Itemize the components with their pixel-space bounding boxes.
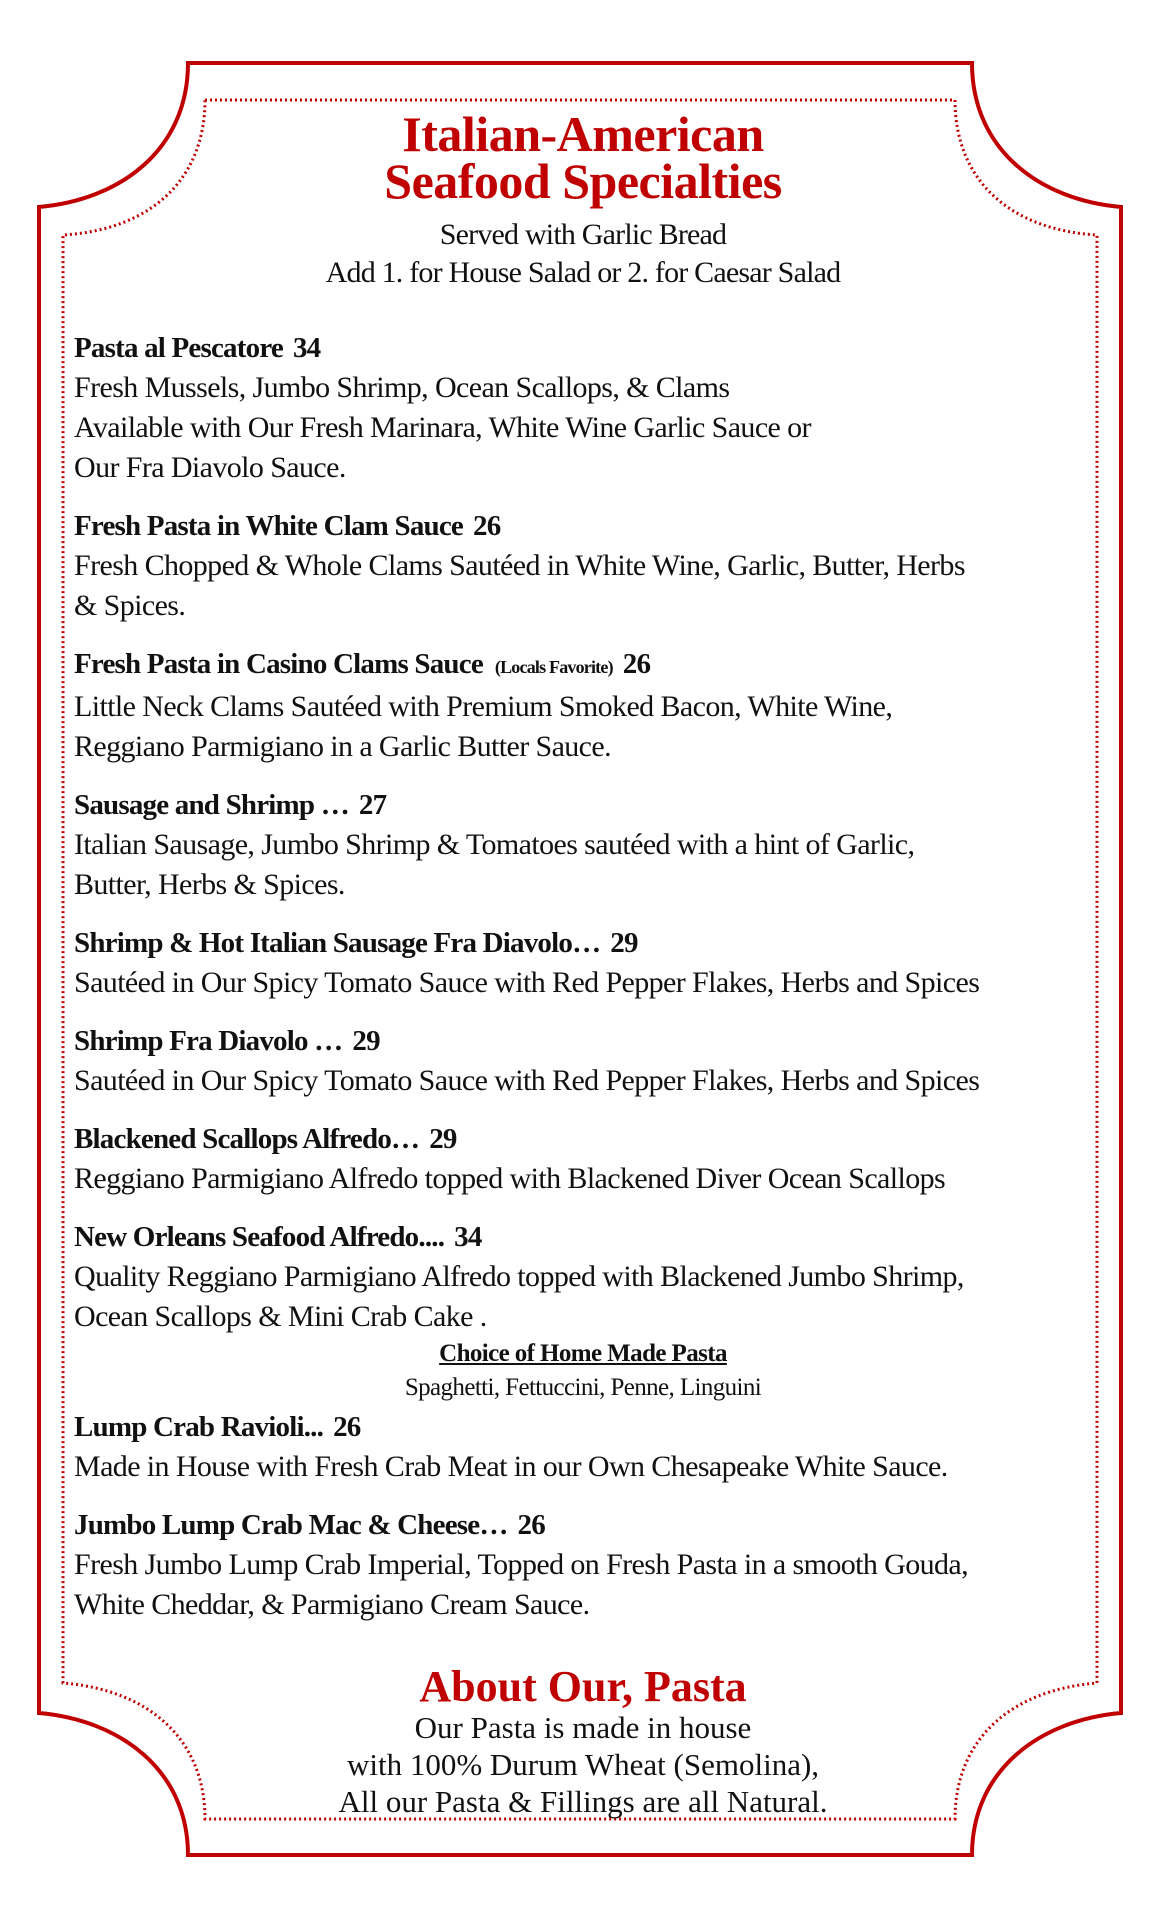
item-note: (Locals Favorite) [494, 657, 613, 677]
item-name: Pasta al Pescatore [74, 332, 283, 364]
item-name: Lump Crab Ravioli... [74, 1411, 324, 1443]
menu-item [74, 1021, 1094, 1101]
item-price: 34 [454, 1221, 482, 1253]
item-price: 29 [610, 927, 638, 959]
item-description: Sautéed in Our Spicy Tomato Sauce with Red Pepper Flakes, Herbs and Spices [74, 1064, 980, 1097]
about-line: with 100% Durum Wheat (Semolina), [346, 1747, 820, 1782]
menu-item [74, 923, 1094, 1003]
item-name: Jumbo Lump Crab Mac & Cheese… [74, 1509, 508, 1541]
item-description: Available with Our Fresh Marinara, White Wine Garlic Sauce or [74, 411, 811, 444]
menu-item [74, 1217, 1094, 1337]
title-line: Italian-American [402, 106, 764, 162]
menu-item [74, 1119, 1094, 1199]
subtitle-line: Add 1. for House Salad or 2. for Caesar Salad [325, 256, 841, 289]
item-description: Our Fra Diavolo Sauce. [74, 451, 346, 484]
menu-title [0, 106, 1166, 209]
item-heading [74, 644, 1094, 687]
menu-item [74, 506, 1094, 626]
title-line: Seafood Specialties [384, 153, 782, 209]
item-description: Fresh Chopped & Whole Clams Sautéed in White Wine, Garlic, Butter, Herbs [74, 549, 965, 582]
menu-items [74, 328, 1094, 1643]
item-price: 29 [429, 1123, 457, 1155]
item-price: 34 [292, 332, 321, 364]
item-name: New Orleans Seafood Alfredo.... [74, 1221, 445, 1253]
item-description: Reggiano Parmigiano Alfredo topped with Blackened Diver Ocean Scallops [74, 1162, 946, 1195]
item-price: 29 [352, 1025, 380, 1057]
menu-item [74, 785, 1094, 905]
item-heading [74, 1505, 1094, 1545]
menu-item [74, 644, 1094, 767]
about-title: About Our, Pasta [419, 1662, 747, 1711]
item-description: Sautéed in Our Spicy Tomato Sauce with Red Pepper Flakes, Herbs and Spices [74, 966, 980, 999]
item-description: Quality Reggiano Parmigiano Alfredo topped with Blackened Jumbo Shrimp, [74, 1260, 964, 1293]
pasta-choice-heading: Choice of Home Made Pasta [439, 1340, 727, 1367]
item-heading [74, 1119, 1094, 1159]
item-price: 27 [358, 789, 387, 821]
pasta-choice-options: Spaghetti, Fettuccini, Penne, Linguini [404, 1374, 762, 1401]
item-heading [74, 785, 1094, 825]
menu-item [74, 1407, 1094, 1487]
item-description: White Cheddar, & Parmigiano Cream Sauce. [74, 1588, 590, 1621]
item-description: Fresh Jumbo Lump Crab Imperial, Topped on Fresh Pasta in a smooth Gouda, [74, 1548, 969, 1581]
item-heading [74, 328, 1094, 368]
item-name: Fresh Pasta in White Clam Sauce [74, 510, 463, 542]
about-line: Our Pasta is made in house [414, 1710, 752, 1745]
item-heading [74, 506, 1094, 546]
item-description: Reggiano Parmigiano in a Garlic Butter Sauce. [74, 730, 612, 763]
item-heading [74, 923, 1094, 963]
item-heading [74, 1407, 1094, 1447]
item-heading [74, 1217, 1094, 1257]
item-price: 26 [622, 648, 651, 680]
menu-subtitle [0, 216, 1166, 292]
item-name: Fresh Pasta in Casino Clams Sauce [74, 648, 483, 680]
item-heading [74, 1021, 1094, 1061]
about-line: All our Pasta & Fillings are all Natural. [338, 1784, 828, 1819]
menu-item [74, 1505, 1094, 1625]
item-name: Shrimp & Hot Italian Sausage Fra Diavolo… [74, 927, 601, 959]
item-description: Butter, Herbs & Spices. [74, 868, 345, 901]
item-description: & Spices. [74, 589, 186, 622]
item-description: Little Neck Clams Sautéed with Premium Smoked Bacon, White Wine, [74, 690, 893, 723]
item-name: Shrimp Fra Diavolo … [74, 1025, 343, 1057]
menu-item [74, 328, 1094, 488]
item-price: 26 [473, 510, 501, 542]
item-description: Italian Sausage, Jumbo Shrimp & Tomatoes sautéed with a hint of Garlic, [74, 828, 915, 861]
item-price: 26 [517, 1509, 545, 1541]
item-name: Sausage and Shrimp … [74, 789, 349, 821]
about-text [0, 1709, 1166, 1820]
item-price: 26 [333, 1411, 361, 1443]
item-name: Blackened Scallops Alfredo… [74, 1123, 420, 1155]
subtitle-line: Served with Garlic Bread [439, 218, 727, 251]
item-description: Fresh Mussels, Jumbo Shrimp, Ocean Scallops, & Clams [74, 371, 730, 404]
item-description: Ocean Scallops & Mini Crab Cake . [74, 1300, 487, 1333]
item-description: Made in House with Fresh Crab Meat in our Own Chesapeake White Sauce. [74, 1450, 948, 1483]
